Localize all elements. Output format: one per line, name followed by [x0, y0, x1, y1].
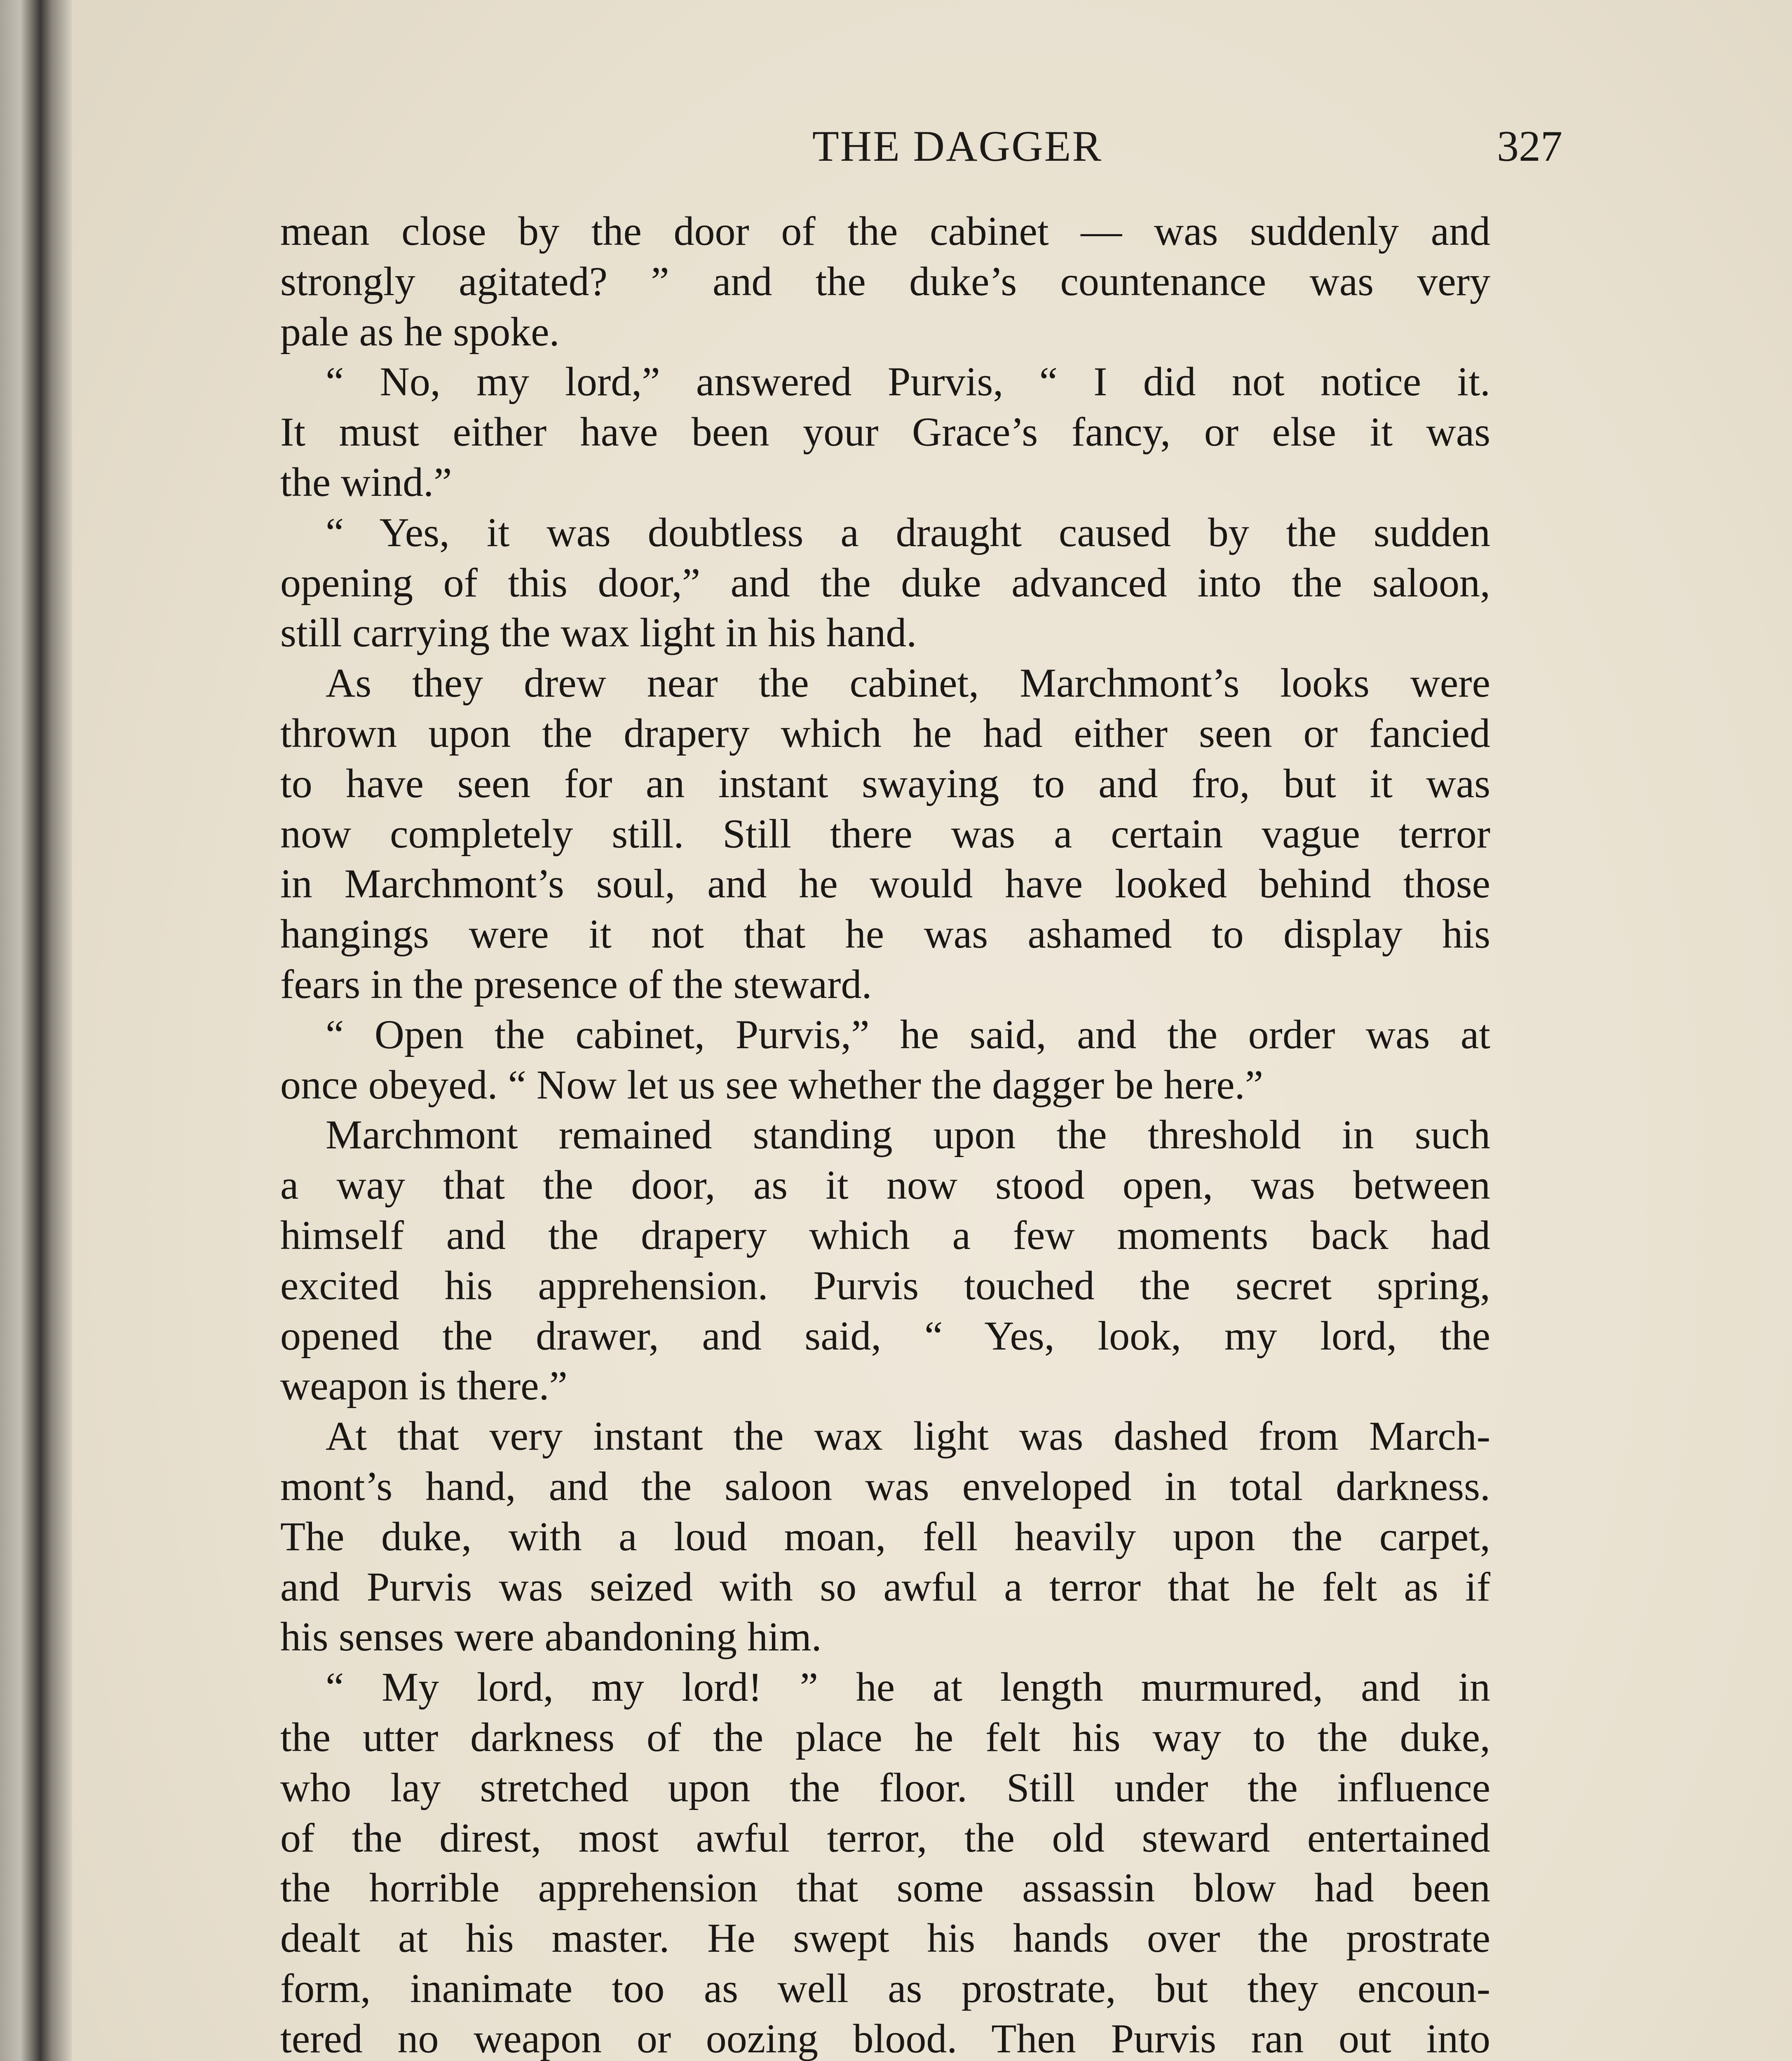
text-line: thrown upon the drapery which he had either seen or fancied [280, 710, 1490, 756]
text-line: hangings were it not that he was ashamed to display his [280, 911, 1490, 957]
running-head: THE DAGGER [812, 122, 1103, 170]
text-line: now completely still. Still there was a certain vague terror [280, 810, 1490, 857]
text-line: the utter darkness of the place he felt his way to the duke, [280, 1714, 1490, 1760]
text-line: The duke, with a loud moan, fell heavily upon the carpet, [280, 1513, 1490, 1559]
text-line: in Marchmont’s soul, and he would have looked behind those [280, 861, 1490, 907]
text-line: opening of this door,” and the duke advanced into the saloon, [280, 559, 1490, 606]
text-line: dealt at his master. He swept his hands over the prostrate [280, 1915, 1490, 1961]
text-line: “ No, my lord,” answered Purvis, “ I did not notice it. [326, 359, 1490, 405]
text-line: strongly agitated? ” and the duke’s countenance was very [280, 258, 1490, 304]
text-line: a way that the door, as it now stood open, was between [280, 1162, 1490, 1208]
text-line: mont’s hand, and the saloon was enveloped in total darkness. [280, 1463, 1490, 1509]
text-line: once obeyed. “ Now let us see whether the dagger be here.” [280, 1061, 1264, 1108]
book-spine-shadow [0, 0, 72, 2061]
text-line: form, inanimate too as well as prostrate, but they encoun- [280, 1965, 1490, 2011]
text-line: of the direst, most awful terror, the old steward entertained [280, 1815, 1490, 1861]
text-line: the wind.” [280, 459, 452, 505]
page-header [352, 115, 1562, 185]
text-line: who lay stretched upon the floor. Still under the influence [280, 1764, 1490, 1810]
text-line: himself and the drapery which a few moments back had [280, 1212, 1490, 1258]
text-line: At that very instant the wax light was dashed from March- [326, 1413, 1490, 1459]
text-line: mean close by the door of the cabinet — was suddenly and [280, 208, 1490, 254]
text-line: As they drew near the cabinet, Marchmont’s looks were [326, 660, 1490, 706]
text-line: his senses were abandoning him. [280, 1614, 822, 1660]
body-text [280, 206, 1490, 2061]
page-number: 327 [1497, 122, 1562, 170]
text-line: It must either have been your Grace’s fancy, or else it was [280, 409, 1490, 455]
text-line: weapon is there.” [280, 1363, 568, 1409]
text-line: Marchmont remained standing upon the threshold in such [326, 1112, 1490, 1158]
text-line: opened the drawer, and said, “ Yes, look, my lord, the [280, 1312, 1490, 1359]
text-line: excited his apprehension. Purvis touched the secret spring, [280, 1262, 1490, 1308]
text-line: “ My lord, my lord! ” he at length murmured, and in [326, 1664, 1490, 1710]
text-line: “ Yes, it was doubtless a draught caused by the sudden [326, 509, 1490, 555]
text-line: “ Open the cabinet, Purvis,” he said, and the order was at [326, 1011, 1490, 1057]
text-line: fears in the presence of the steward. [280, 961, 872, 1007]
text-line: to have seen for an instant swaying to and fro, but it was [280, 760, 1490, 806]
text-line: the horrible apprehension that some assassin blow had been [280, 1865, 1490, 1911]
text-line: still carrying the wax light in his hand. [280, 610, 917, 656]
text-line: tered no weapon or oozing blood. Then Purvis ran out into [280, 2015, 1490, 2061]
text-line: and Purvis was seized with so awful a terror that he felt as if [280, 1563, 1490, 1610]
text-line: pale as he spoke. [280, 308, 560, 354]
